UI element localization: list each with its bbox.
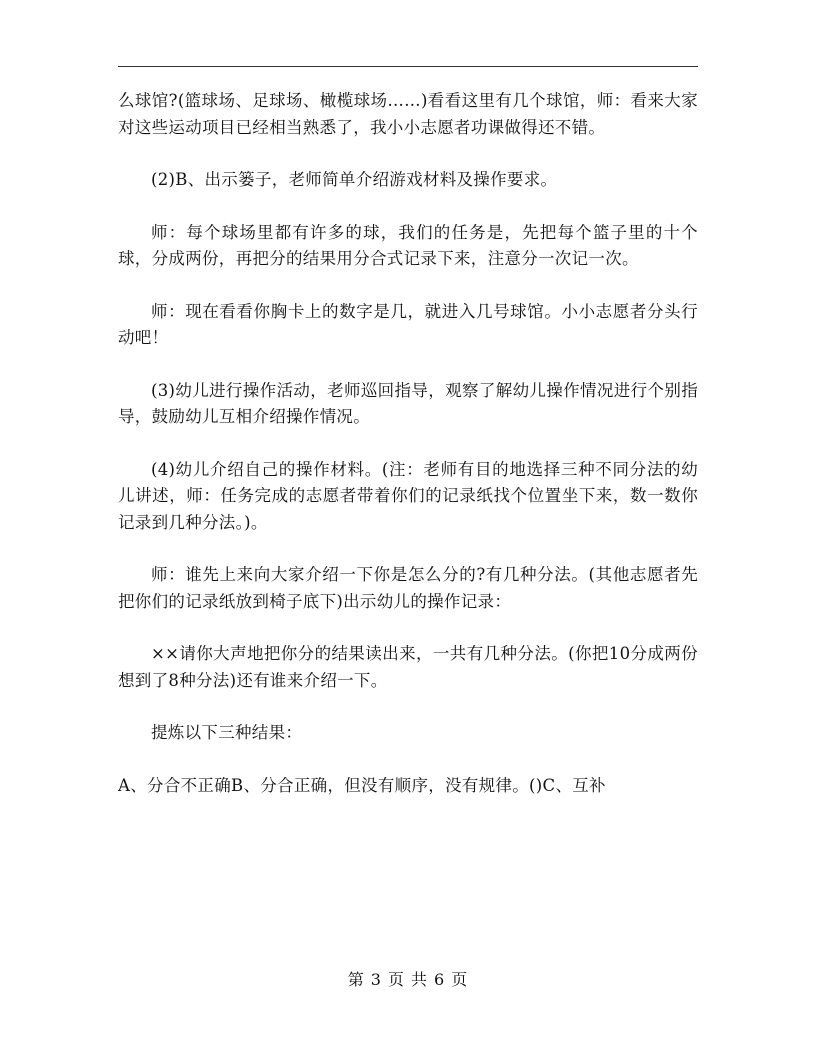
page-number: 3 [370, 970, 382, 989]
paragraph-2: (2)B、出示篓子，老师简单介绍游戏材料及操作要求。 [151, 170, 558, 189]
page-footer [0, 968, 816, 992]
paragraph-5: (3)幼儿进行操作活动，老师巡回指导，观察了解幼儿操作情况进行个别指导，鼓励幼儿互相介绍操作情况。 [118, 380, 698, 426]
paragraph-3: 师：每个球场里都有许多的球，我们的任务是，先把每个篮子里的十个球，分成两份，再把分的结果用分合式记录下来，注意分一次记一次。 [118, 222, 698, 268]
footer-prefix: 第 [347, 970, 365, 989]
footer-middle: 页 共 [387, 970, 429, 989]
footer-suffix: 页 [451, 970, 469, 989]
paragraph-4: 师：现在看看你胸卡上的数字是几，就进入几号球馆。小小志愿者分头行动吧！ [118, 301, 698, 347]
paragraph-7: 师：谁先上来向大家介绍一下你是怎么分的?有几种分法。(其他志愿者先把你们的记录纸放到椅子底下)出示幼儿的操作记录： [118, 565, 698, 611]
header-rule [118, 66, 698, 67]
paragraph-6: (4)幼儿介绍自己的操作材料。(注：老师有目的地选择三种不同分法的幼儿讲述，师：任务完成的志愿者带着你们的记录纸找个位置坐下来，数一数你记录到几种分法。)。 [118, 459, 698, 532]
paragraph-8: ××请你大声地把你分的结果读出来，一共有几种分法。(你把10分成两份想到了8种分法)还有谁来介绍一下。 [118, 644, 698, 690]
paragraph-10: A、分合不正确B、分合正确，但没有顺序，没有规律。()C、互补 [118, 775, 606, 795]
paragraph-9: 提炼以下三种结果： [151, 723, 303, 742]
document-body [118, 88, 698, 799]
total-pages: 6 [434, 970, 446, 989]
paragraph-1: 么球馆?(篮球场、足球场、橄榄球场……)看看这里有几个球馆，师：看来大家对这些运动项目已经相当熟悉了，我小小志愿者功课做得还不错。 [118, 91, 698, 137]
